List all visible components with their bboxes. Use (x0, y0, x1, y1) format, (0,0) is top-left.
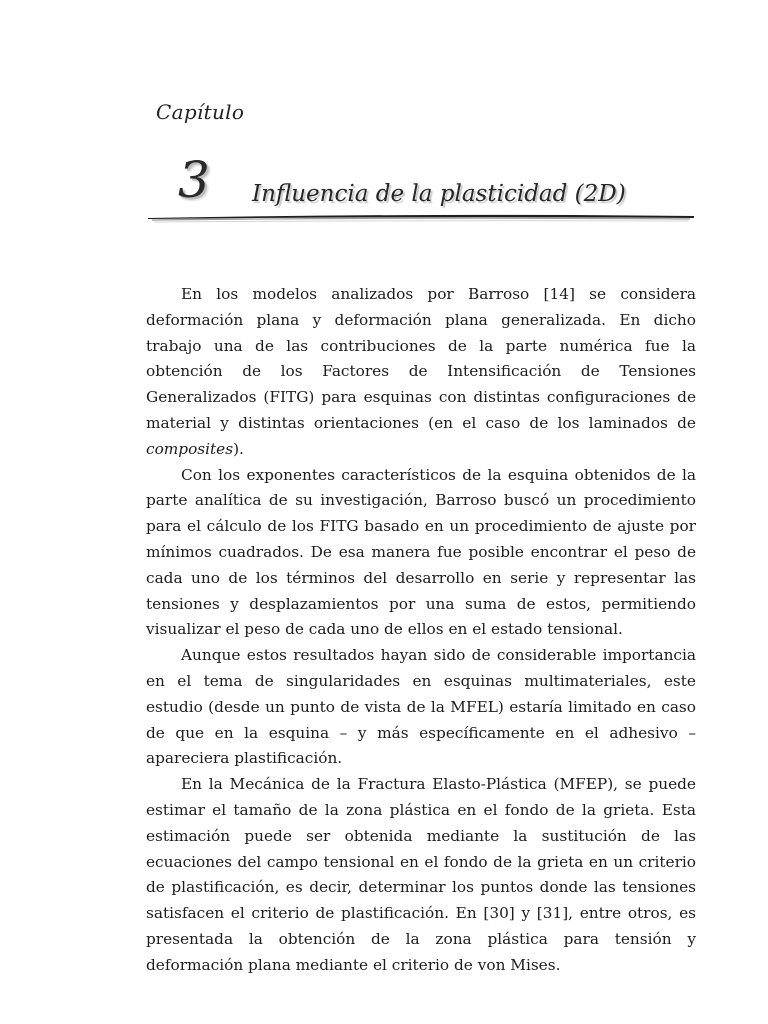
paragraph-1 (146, 282, 696, 463)
paragraph-4: En la Mecánica de la Fractura Elasto-Plástica (MFEP), se puede estimar el tamaño de la zona plástica en el fondo de la grieta. Esta estimación puede ser obtenida mediante la sustitución de las ecuaciones del campo tensional en el fondo de la grieta en un criterio de plastificación, es decir, determinar los puntos donde las tensiones satisfacen el criterio de plastificación. En [30] y [31], entre otros, es presentada la obtención de la zona plástica para tensión y deformación plana mediante el criterio de von Mises. (146, 775, 696, 974)
chapter-label: Capítulo (156, 100, 245, 124)
chapter-title: Influencia de la plasticidad (2D) (252, 181, 626, 207)
paragraph-1-emphasis: composites (146, 439, 234, 458)
chapter-number: 3 (178, 151, 210, 209)
title-divider (148, 212, 694, 224)
paragraph-1-text: En los modelos analizados por Barroso [14] se considera deformación plana y deformación plana generalizada. En dicho trabajo una de las contribuciones de la parte numérica fue la obtención de los Factores de Intensificación de Tensiones Generalizados (FITG) para esquinas con distintas configuraciones de material y distintas orientaciones (en el caso de los laminados de (146, 285, 696, 432)
body-text (146, 282, 696, 979)
paragraph-1-end: ). (233, 439, 244, 458)
paragraph-3: Aunque estos resultados hayan sido de considerable importancia en el tema de singularidades en esquinas multimateriales, este estudio (desde un punto de vista de la MFEL) estaría limitado en caso de que en la esquina – y más específicamente en el adhesivo – apareciera plastificación. (146, 646, 696, 768)
paragraph-2: Con los exponentes característicos de la esquina obtenidos de la parte analítica de su investigación, Barroso buscó un procedimiento para el cálculo de los FITG basado en un procedimiento de ajuste por mínimos cuadrados. De esa manera fue posible encontrar el peso de cada uno de los términos del desarrollo en serie y representar las tensiones y desplazamientos por una suma de estos, permitiendo visualizar el peso de cada uno de ellos en el estado tensional. (146, 465, 696, 639)
